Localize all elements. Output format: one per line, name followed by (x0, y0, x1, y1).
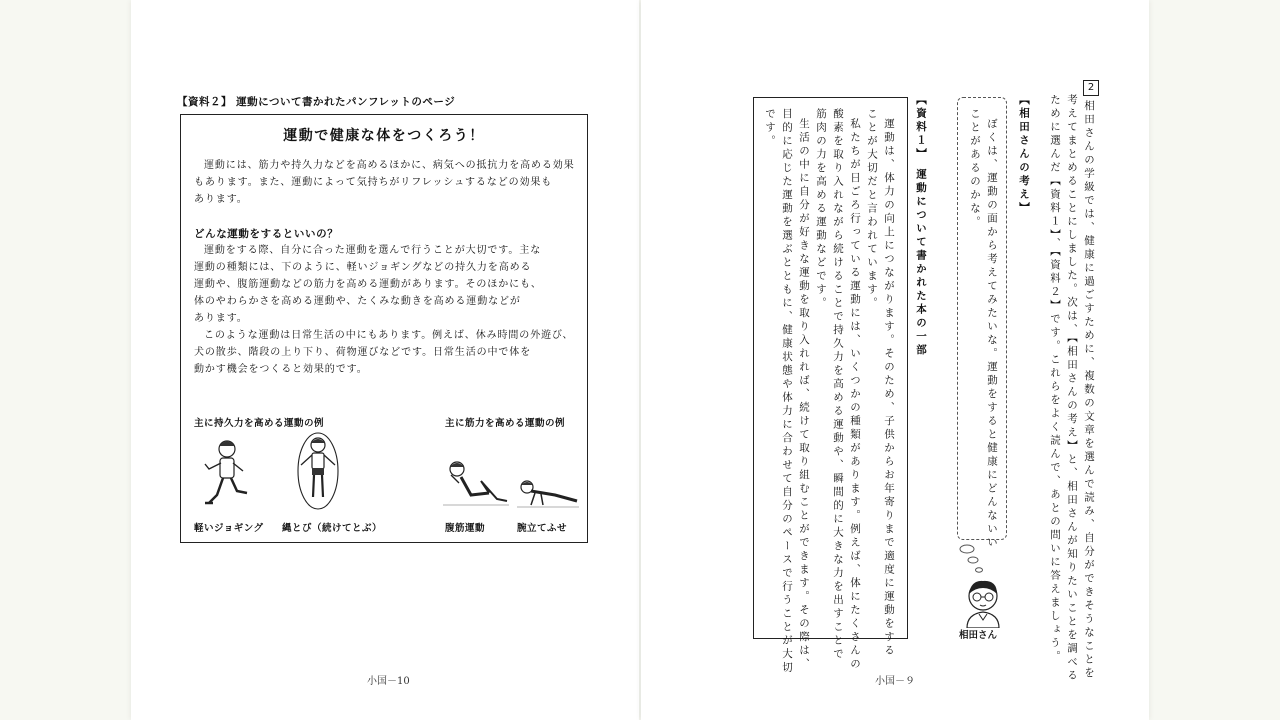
book-line: ことが大切だと言われています。 (866, 108, 878, 311)
situps-illustration (441, 453, 511, 513)
body-line: 運動の種類には、下のように、軽いジョギングなどの持久力を高める (194, 262, 532, 273)
book-line: 筋肉の力を高める運動などです。 (815, 108, 827, 311)
book-line: 運動は、体力の向上につながります。そのため、子供からお年寄りまで適度に運動をする (883, 118, 895, 658)
source2-title: 【資料２】 運動について書かれたパンフレットのページ (177, 96, 456, 108)
instruction-line: 考えてまとめることにしました。次は、【相田さんの考え】と、相田さんが知りたいことを調べる (1066, 94, 1078, 683)
aida-thought-line: ぼくは、運動の面から考えてみたいな。運動をすると健康にどんないい (986, 118, 998, 550)
speaker-name: 相田さん (959, 630, 998, 641)
endurance-examples-label: 主に持久力を高める運動の例 (194, 418, 325, 429)
pamphlet-body (194, 242, 580, 378)
pamphlet-intro (194, 157, 580, 208)
jogging-illustration (201, 437, 251, 512)
body-line: あります。 (194, 313, 248, 324)
page-number: 小国－９ (875, 676, 915, 687)
pamphlet-heading: 運動で健康な体をつくろう！ (283, 128, 485, 144)
intro-line: もあります。また、運動によって気持ちがリフレッシュするなどの効果も (194, 177, 553, 188)
body-line: 運動をする際、自分に合った運動を選んで行うことが大切です。主な (204, 245, 542, 256)
body-line: 動かす機会をつくると効果的です。 (194, 364, 368, 375)
pamphlet-subheading: どんな運動をするといいの？ (194, 228, 339, 240)
body-line: 運動や、腹筋運動などの筋力を高める運動があります。そのほかにも、 (194, 279, 542, 290)
instruction-line: ために選んだ【資料１】、【資料２】です。これらをよく読んで、あとの問いに答えましょう。 (1049, 94, 1061, 664)
strength-examples-label: 主に筋力を高める運動の例 (445, 418, 566, 429)
body-line: このような運動は日常生活の中にもあります。例えば、休み時間の外遊び、 (204, 330, 574, 341)
aida-thought-line: ことがあるのかな。 (969, 108, 981, 230)
book-line: 生活の中に自分が好きな運動を取り入れれば、続けて取り組むことができます。その際は、 (798, 118, 810, 672)
page-number: 小国－10 (367, 676, 410, 687)
question-number: 2 (1083, 80, 1099, 96)
intro-line: あります。 (194, 194, 248, 205)
source1-title: 【資料１】 運動について書かれた本の一部 (915, 94, 927, 358)
book-line: 酸素を取り入れながら続けることで持久力を高める運動や、瞬間的に大きな力を出すことで (832, 108, 844, 662)
jump-rope-illustration (293, 431, 343, 515)
pushups-illustration (515, 475, 581, 515)
aida-heading: 【相田さんの考え】 (1018, 94, 1030, 216)
caption-jogging: 軽いジョギング (194, 523, 264, 534)
body-line: 犬の散歩、階段の上り下り、荷物運びなどです。日常生活の中で体を (194, 347, 532, 358)
intro-line: 運動には、筋力や持久力などを高めるほかに、病気への抵抗力を高める効果 (204, 160, 575, 171)
body-line: 体のやわらかさを高める運動や、たくみな動きを高める運動などが (194, 296, 521, 307)
bubble-tail-icon (957, 543, 997, 577)
book-line: です。 (764, 108, 776, 149)
right-page (641, 0, 1149, 720)
left-page (131, 0, 639, 720)
caption-jump-rope: 縄とび（続けてとぶ） (282, 523, 383, 534)
caption-situps: 腹筋運動 (445, 523, 486, 534)
book-line: 私たちが日ごろ行っている運動には、いくつかの種類があります。例えば、体にたくさんの (849, 118, 861, 672)
caption-pushups: 腕立てふせ (517, 523, 568, 534)
pamphlet-box (180, 114, 588, 543)
speaker-avatar (961, 576, 1005, 628)
book-line: 目的に応じた運動を選ぶとともに、健康状態や体力に合わせて自分のペースで行うことが大切 (781, 108, 793, 675)
thought-bubble (957, 97, 1007, 540)
instruction-line: 相田さんの学級では、健康に過ごすために、複数の文章を選んで読み、自分ができそうなことを (1083, 100, 1095, 681)
